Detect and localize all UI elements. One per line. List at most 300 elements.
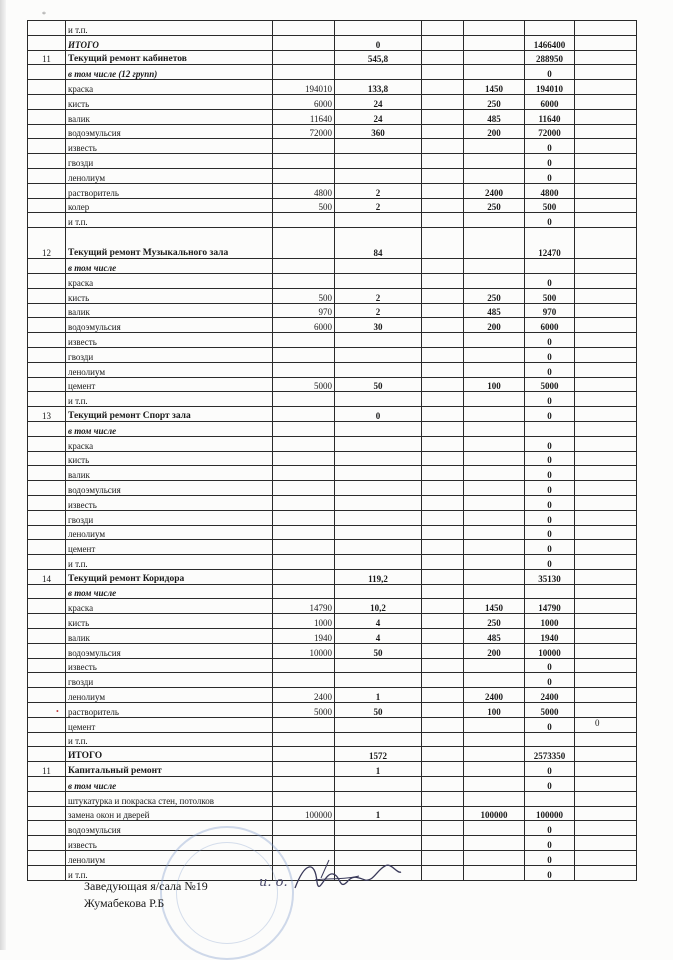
cell-price (464, 658, 525, 673)
cell-qty (273, 540, 335, 555)
cell-name: в том числе (12 групп) (66, 65, 273, 80)
cell-cost: 0 (525, 762, 575, 777)
cell-num (28, 213, 66, 228)
cell-cost: 1466400 (525, 35, 575, 50)
cell-cost (525, 732, 575, 747)
cell-price (464, 451, 525, 466)
cell-last (575, 318, 637, 333)
cell-cost: 0 (525, 347, 575, 362)
cell-price (464, 569, 525, 584)
cell-last (575, 703, 637, 718)
cell-extra (422, 451, 464, 466)
table-row (28, 836, 637, 851)
table-row (28, 791, 637, 806)
table-row (28, 614, 637, 629)
cell-cost: 0 (525, 466, 575, 481)
cell-num (28, 288, 66, 303)
cell-cost: 0 (525, 451, 575, 466)
cell-num (28, 658, 66, 673)
cell-tot (335, 495, 422, 510)
cell-qty (273, 673, 335, 688)
cell-extra (422, 569, 464, 584)
cell-tot: 545,8 (335, 50, 422, 65)
cell-last (575, 658, 637, 673)
cell-price: 2400 (464, 183, 525, 198)
cell-cost: 5000 (525, 703, 575, 718)
table-row (28, 569, 637, 584)
cell-extra (422, 65, 464, 80)
cell-qty (273, 732, 335, 747)
cell-name: цемент (66, 540, 273, 555)
cell-tot: 2 (335, 303, 422, 318)
cell-tot (335, 347, 422, 362)
extra-total-zero: 0 (595, 718, 600, 728)
cell-last (575, 377, 637, 392)
cell-num (28, 821, 66, 836)
cell-last (575, 303, 637, 318)
cell-cost: 12470 (525, 228, 575, 259)
cell-qty: 10000 (273, 643, 335, 658)
cell-name: краска (66, 273, 273, 288)
cell-name: ленолиум (66, 525, 273, 540)
cell-price: 100 (464, 703, 525, 718)
cell-cost: 100000 (525, 806, 575, 821)
cell-qty (273, 777, 335, 792)
cell-last (575, 451, 637, 466)
cell-num: 14 (28, 569, 66, 584)
cell-qty: 2400 (273, 688, 335, 703)
cell-last (575, 584, 637, 599)
cell-num (28, 851, 66, 866)
cell-num (28, 109, 66, 124)
cell-last (575, 154, 637, 169)
cell-name: ИТОГО (66, 747, 273, 762)
cell-cost: 970 (525, 303, 575, 318)
cell-price (464, 540, 525, 555)
cell-extra (422, 643, 464, 658)
cell-price (464, 21, 525, 36)
cell-name: и т.п. (66, 21, 273, 36)
cell-qty (273, 821, 335, 836)
table-row (28, 436, 637, 451)
cell-qty (273, 436, 335, 451)
cell-num (28, 80, 66, 95)
cell-price (464, 836, 525, 851)
cell-tot: 2 (335, 288, 422, 303)
cell-last (575, 614, 637, 629)
cell-qty: 500 (273, 198, 335, 213)
cell-last (575, 569, 637, 584)
cell-tot: 84 (335, 228, 422, 259)
cell-price (464, 851, 525, 866)
cell-qty (273, 347, 335, 362)
cell-price (464, 407, 525, 422)
cell-tot: 24 (335, 94, 422, 109)
cell-last (575, 259, 637, 274)
cell-price (464, 747, 525, 762)
cell-extra (422, 407, 464, 422)
cell-qty (273, 658, 335, 673)
table-row (28, 407, 637, 422)
table-row (28, 673, 637, 688)
cell-tot: 1 (335, 762, 422, 777)
cell-qty (273, 762, 335, 777)
cell-num (28, 421, 66, 436)
cell-price: 250 (464, 614, 525, 629)
cell-price: 2400 (464, 688, 525, 703)
cell-tot: 119,2 (335, 569, 422, 584)
table-row (28, 688, 637, 703)
cell-price (464, 673, 525, 688)
table-row (28, 35, 637, 50)
cell-name: штукатурка и покраска стен, потолков (66, 791, 273, 806)
cell-name: гвозди (66, 673, 273, 688)
cell-name: Капитальный ремонт (66, 762, 273, 777)
cell-qty (273, 525, 335, 540)
cell-extra (422, 836, 464, 851)
cell-num (28, 198, 66, 213)
cell-last (575, 124, 637, 139)
cell-last (575, 347, 637, 362)
cell-extra (422, 688, 464, 703)
table-row (28, 65, 637, 80)
cell-num (28, 599, 66, 614)
cell-name: растворитель (66, 183, 273, 198)
cell-tot: 1 (335, 688, 422, 703)
cell-name: валик (66, 629, 273, 644)
cell-last (575, 836, 637, 851)
cell-cost (525, 259, 575, 274)
table-row (28, 273, 637, 288)
stray-bullet: • (56, 707, 59, 716)
cell-num (28, 362, 66, 377)
cell-name: водоэмульсия (66, 318, 273, 333)
cell-extra (422, 362, 464, 377)
cell-extra (422, 865, 464, 880)
cell-price (464, 495, 525, 510)
cell-tot: 50 (335, 703, 422, 718)
cell-price (464, 65, 525, 80)
cell-num (28, 436, 66, 451)
cell-price (464, 333, 525, 348)
cell-extra (422, 228, 464, 259)
cell-cost: 0 (525, 139, 575, 154)
table-row (28, 80, 637, 95)
cell-num (28, 183, 66, 198)
cell-price (464, 584, 525, 599)
cell-extra (422, 273, 464, 288)
cell-extra (422, 288, 464, 303)
cell-name: и т.п. (66, 213, 273, 228)
cell-qty (273, 21, 335, 36)
cell-price: 250 (464, 288, 525, 303)
cell-price (464, 865, 525, 880)
table-row (28, 377, 637, 392)
cell-cost: 0 (525, 658, 575, 673)
cell-tot (335, 139, 422, 154)
table-row (28, 21, 637, 36)
cell-qty: 14790 (273, 599, 335, 614)
table-row (28, 94, 637, 109)
table-row (28, 777, 637, 792)
cell-name: краска (66, 80, 273, 95)
cell-name: известь (66, 333, 273, 348)
cell-cost: 0 (525, 495, 575, 510)
cell-last (575, 198, 637, 213)
cell-qty: 970 (273, 303, 335, 318)
cell-tot: 30 (335, 318, 422, 333)
cell-name: гвозди (66, 347, 273, 362)
cell-extra (422, 347, 464, 362)
cell-cost: 500 (525, 198, 575, 213)
cell-last (575, 228, 637, 259)
cell-last (575, 109, 637, 124)
cell-last (575, 791, 637, 806)
cell-last (575, 629, 637, 644)
cell-cost: 0 (525, 273, 575, 288)
table-row (28, 643, 637, 658)
cell-price (464, 732, 525, 747)
cell-cost: 500 (525, 288, 575, 303)
cell-last (575, 851, 637, 866)
cell-price (464, 154, 525, 169)
cell-cost (525, 421, 575, 436)
cell-last (575, 94, 637, 109)
table-row (28, 347, 637, 362)
cell-price: 485 (464, 109, 525, 124)
cell-cost: 4800 (525, 183, 575, 198)
cell-num (28, 124, 66, 139)
table-row (28, 228, 637, 259)
cell-tot (335, 777, 422, 792)
cell-name: валик (66, 466, 273, 481)
cell-tot (335, 451, 422, 466)
cell-cost: 0 (525, 168, 575, 183)
cell-price: 200 (464, 318, 525, 333)
table-row (28, 555, 637, 570)
cell-price (464, 466, 525, 481)
cell-cost: 0 (525, 213, 575, 228)
cell-price (464, 213, 525, 228)
cell-name: ленолиум (66, 168, 273, 183)
cell-tot (335, 821, 422, 836)
table-row (28, 362, 637, 377)
table-row (28, 525, 637, 540)
cell-num (28, 347, 66, 362)
cell-extra (422, 717, 464, 732)
cell-last (575, 213, 637, 228)
cell-name: Текущий ремонт кабинетов (66, 50, 273, 65)
cell-qty (273, 836, 335, 851)
cell-price (464, 791, 525, 806)
table-row (28, 421, 637, 436)
cell-last (575, 333, 637, 348)
cell-extra (422, 703, 464, 718)
cell-price (464, 821, 525, 836)
footer (84, 878, 208, 912)
cell-price: 1450 (464, 80, 525, 95)
cell-extra (422, 732, 464, 747)
cell-num (28, 555, 66, 570)
cell-qty: 1000 (273, 614, 335, 629)
cell-qty (273, 495, 335, 510)
cell-tot: 24 (335, 109, 422, 124)
cell-extra (422, 540, 464, 555)
cell-last (575, 525, 637, 540)
cell-cost: 0 (525, 865, 575, 880)
cell-extra (422, 80, 464, 95)
cell-num: 12 (28, 228, 66, 259)
cell-extra (422, 629, 464, 644)
cell-tot (335, 65, 422, 80)
cell-num (28, 525, 66, 540)
cell-qty (273, 584, 335, 599)
cell-tot: 4 (335, 614, 422, 629)
cell-qty (273, 407, 335, 422)
cell-qty: 500 (273, 288, 335, 303)
cell-extra (422, 525, 464, 540)
cell-tot (335, 21, 422, 36)
cell-name: кисть (66, 94, 273, 109)
cell-name: известь (66, 495, 273, 510)
table-row (28, 717, 637, 732)
cell-last (575, 643, 637, 658)
cell-tot (335, 481, 422, 496)
cell-name: в том числе (66, 777, 273, 792)
cell-extra (422, 481, 464, 496)
cell-price: 1450 (464, 599, 525, 614)
table-row (28, 451, 637, 466)
signature (255, 852, 405, 900)
cell-qty (273, 555, 335, 570)
cell-last (575, 65, 637, 80)
cell-num (28, 777, 66, 792)
footer-position: Заведующая я/сала №19 (84, 879, 208, 893)
cell-last (575, 865, 637, 880)
table-row (28, 495, 637, 510)
table-row (28, 318, 637, 333)
cell-qty: 4800 (273, 183, 335, 198)
cell-name: кисть (66, 288, 273, 303)
cell-qty (273, 228, 335, 259)
cell-num (28, 791, 66, 806)
cell-cost: 0 (525, 481, 575, 496)
table-row (28, 124, 637, 139)
cell-last (575, 821, 637, 836)
table-row (28, 50, 637, 65)
cell-name: Текущий ремонт Музыкального зала (66, 228, 273, 259)
cell-extra (422, 851, 464, 866)
table-row (28, 213, 637, 228)
cell-extra (422, 584, 464, 599)
cell-qty: 194010 (273, 80, 335, 95)
cell-tot: 2 (335, 198, 422, 213)
cell-last (575, 362, 637, 377)
table-row (28, 154, 637, 169)
cell-tot (335, 791, 422, 806)
cell-num (28, 673, 66, 688)
cell-cost: 0 (525, 555, 575, 570)
cell-tot (335, 213, 422, 228)
cell-last (575, 392, 637, 407)
budget-table (27, 20, 637, 881)
table-row (28, 288, 637, 303)
cell-extra (422, 806, 464, 821)
cell-num (28, 806, 66, 821)
table-row (28, 139, 637, 154)
cell-num (28, 466, 66, 481)
cell-extra (422, 303, 464, 318)
cell-num (28, 35, 66, 50)
cell-cost: 6000 (525, 318, 575, 333)
cell-tot (335, 466, 422, 481)
cell-extra (422, 109, 464, 124)
cell-last (575, 466, 637, 481)
table-row (28, 259, 637, 274)
cell-cost: 0 (525, 836, 575, 851)
cell-tot (335, 333, 422, 348)
cell-cost: 1000 (525, 614, 575, 629)
cell-extra (422, 124, 464, 139)
cell-qty (273, 791, 335, 806)
cell-name: ИТОГО (66, 35, 273, 50)
cell-price: 250 (464, 198, 525, 213)
cell-cost: 0 (525, 777, 575, 792)
cell-num: 13 (28, 407, 66, 422)
cell-tot: 1 (335, 806, 422, 821)
cell-extra (422, 94, 464, 109)
cell-qty (273, 421, 335, 436)
cell-tot (335, 836, 422, 851)
cell-extra (422, 35, 464, 50)
cell-name: ленолиум (66, 362, 273, 377)
cell-last (575, 806, 637, 821)
cell-price (464, 436, 525, 451)
cell-cost: 0 (525, 65, 575, 80)
cell-name: водоэмульсия (66, 481, 273, 496)
cell-extra (422, 21, 464, 36)
cell-last (575, 21, 637, 36)
cell-tot (335, 732, 422, 747)
table-row (28, 732, 637, 747)
cell-name: ленолиум (66, 851, 273, 866)
cell-num: 11 (28, 762, 66, 777)
cell-extra (422, 466, 464, 481)
cell-num (28, 614, 66, 629)
cell-qty (273, 213, 335, 228)
table-row (28, 747, 637, 762)
cell-num (28, 629, 66, 644)
cell-num (28, 303, 66, 318)
cell-last (575, 50, 637, 65)
cell-tot (335, 392, 422, 407)
cell-last (575, 717, 637, 732)
cell-cost: 194010 (525, 80, 575, 95)
cell-name: и т.п. (66, 865, 273, 880)
cell-name: валик (66, 303, 273, 318)
table-row (28, 806, 637, 821)
cell-last (575, 688, 637, 703)
cell-extra (422, 213, 464, 228)
cell-tot (335, 658, 422, 673)
cell-name: гвозди (66, 154, 273, 169)
cell-cost (525, 584, 575, 599)
cell-num (28, 540, 66, 555)
cell-name: краска (66, 436, 273, 451)
cell-tot (335, 717, 422, 732)
cell-name: водоэмульсия (66, 124, 273, 139)
table-row (28, 168, 637, 183)
